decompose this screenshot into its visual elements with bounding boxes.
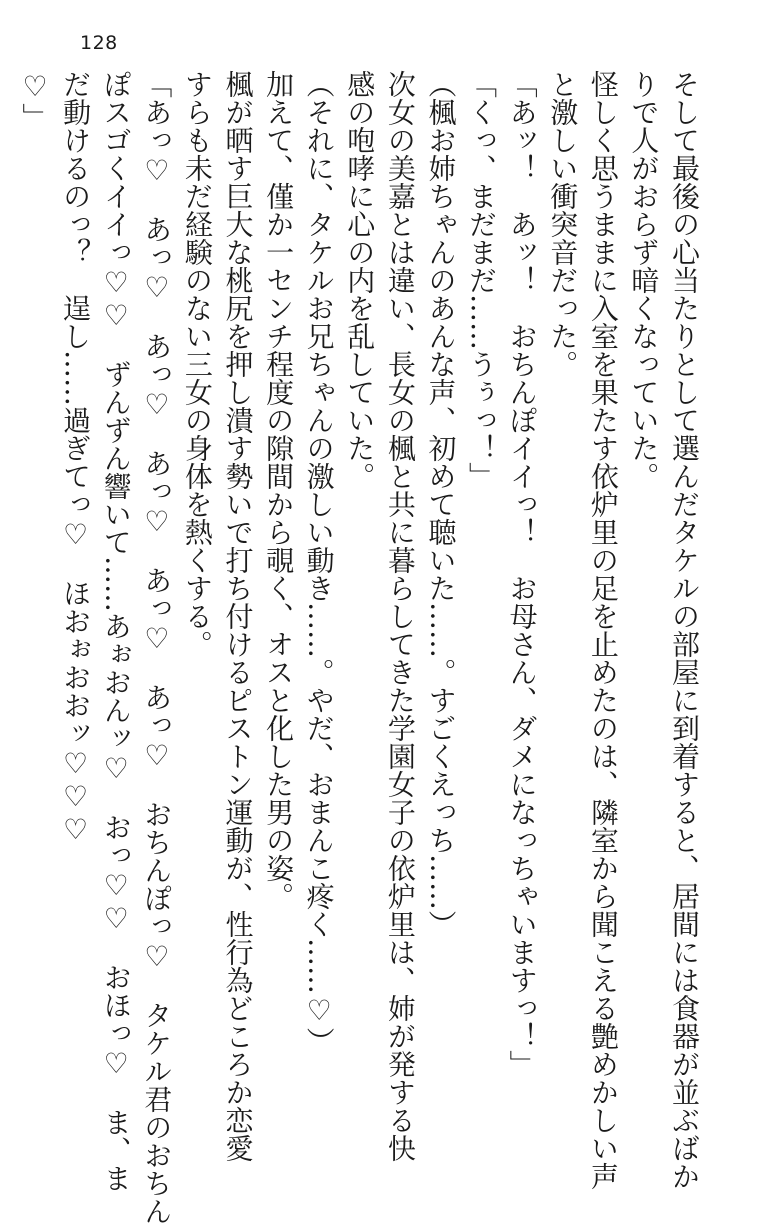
text-line: 「あッ！ あッ！ おちんぽイイっ！ お母さん、ダメになっちゃいますっ！」 [505,70,539,1078]
text-line: （楓お姉ちゃんのあんな声、初めて聴いた……。すごくえっち……） [424,70,458,938]
text-line: そして最後の心当たりとして選んだタケルの部屋に到着すると、居間には食器が並ぶばか [668,70,701,1190]
text-line: 「くっ、まだまだ……うぅっ！」 [465,70,499,490]
text-line: ぽスゴくイイっ♡♡ ずんずん響いて……あぉおんッ♡ おっ♡♡ おほっ♡ ま、ま [99,70,133,1192]
text-line: りで人がおらず暗くなっていた。 [627,70,661,490]
text-line: だ動けるのっ？ 逞し……過ぎてっ♡ ほおぉおおッ♡♡♡ [59,70,93,846]
text-line: 「あっ♡ あっ♡ あっ♡ あっ♡ あっ♡ あっ♡ おちんぽっ♡ タケル君のおちん [140,70,174,1225]
text-line: 加えて、僅か一センチ程度の隙間から覗く、オスと化した男の姿。 [262,70,296,910]
text-line: 怪しく思うままに入室を果たす依炉里の足を止めたのは、隣室から聞こえる艶めかしい声 [586,70,620,1190]
text-line: すらも未だ経験のない三女の身体を熱くする。 [180,70,214,658]
text-line: と激しい衝突音だった。 [546,70,580,378]
page-number: 128 [80,32,118,54]
text-line: 楓が晒す巨大な桃尻を押し潰す勢いで打ち付けるピストン運動が、性行為どころか恋愛 [221,70,255,1162]
text-line: 次女の美嘉とは違い、長女の楓と共に暮らしてきた学園女子の依炉里は、姉が発する快 [383,70,417,1162]
text-line: ♡」 [18,70,52,131]
novel-text-block [14,70,704,1225]
text-line: （それに、タケルお兄ちゃんの激しい動き……。やだ、おまんこ疼く……♡） [302,70,336,1055]
text-line: 感の咆哮に心の内を乱していた。 [343,70,377,490]
